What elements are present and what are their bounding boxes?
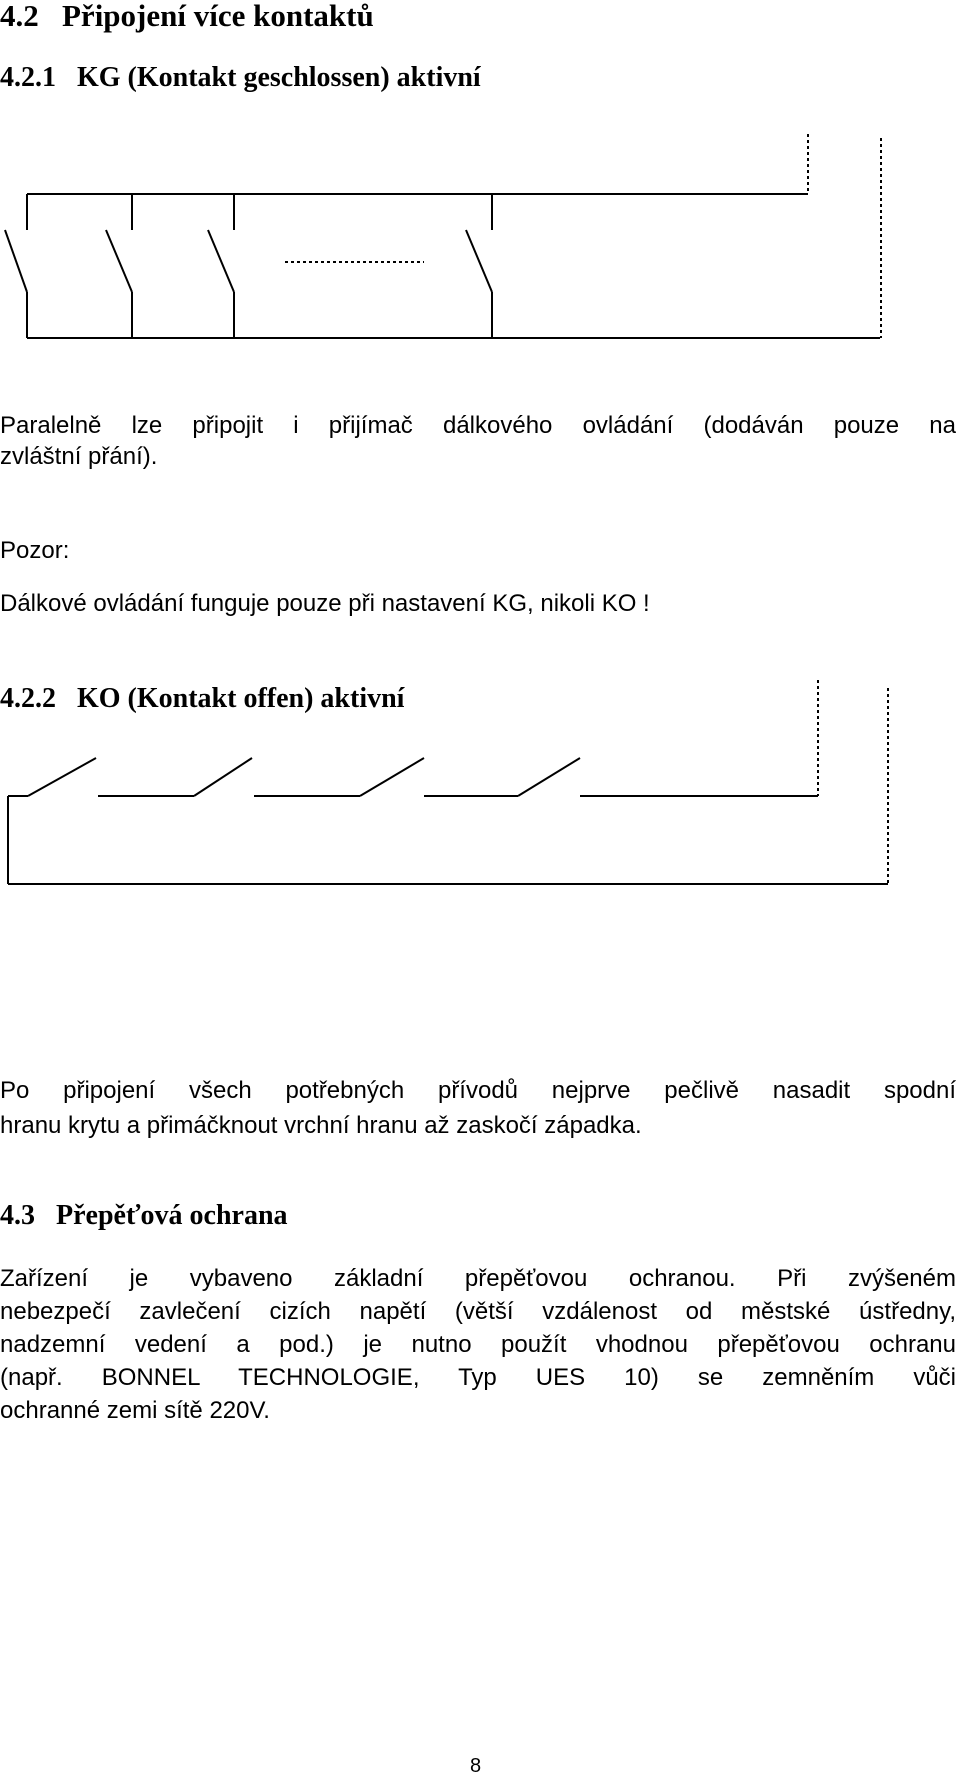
paragraph-surge-line-3: nadzemní vedení a pod.) je nutno použít vhodnou přepěťovou ochranu: [0, 1331, 956, 1358]
heading-4-2-title: Připojení více kontaktů: [62, 0, 374, 33]
heading-4-3: [0, 1200, 288, 1232]
ko-left-wire: [8, 796, 28, 884]
warning-label: Pozor:: [0, 537, 70, 564]
ko-contact-3: [254, 758, 424, 796]
warning-text: Dálkové ovládání funguje pouze při nastavení KG, nikoli KO !: [0, 590, 650, 617]
heading-4-2-number: 4.2: [0, 0, 39, 33]
ko-contact-4: [424, 758, 580, 796]
paragraph-surge-line-4: (např. BONNEL TECHNOLOGIE, Typ UES 10) se zemněním vůči: [0, 1364, 956, 1391]
paragraph-surge-line-5: ochranné zemi sítě 220V.: [0, 1397, 270, 1424]
paragraph-parallel-line-1: Paralelně lze připojit i přijímač dálkového ovládání (dodáván pouze na: [0, 412, 956, 439]
ko-terminal-lines: [818, 680, 888, 884]
paragraph-surge-line-2: nebezpečí zavlečení cizích napětí (větší vzdálenost od městské ústředny,: [0, 1298, 956, 1325]
heading-4-2-1-title: KG (Kontakt geschlossen) aktivní: [77, 62, 481, 93]
heading-4-3-title: Přepěťová ochrana: [56, 1200, 288, 1231]
heading-4-2-2-number: 4.2.2: [0, 683, 56, 714]
heading-4-2-2-title: KO (Kontakt offen) aktivní: [77, 683, 405, 714]
heading-4-2-1-number: 4.2.1: [0, 62, 56, 93]
heading-4-3-number: 4.3: [0, 1200, 35, 1231]
ko-contact-2: [98, 758, 252, 796]
paragraph-parallel-line-2: zvláštní přání).: [0, 443, 158, 470]
paragraph-surge-line-1: Zařízení je vybaveno základní přepěťovou ochranou. Při zvýšeném: [0, 1265, 956, 1292]
page-number: 8: [470, 1755, 482, 1777]
ko-contact-1: [28, 758, 96, 796]
paragraph-assembly-line-1: Po připojení všech potřebných přívodů nejprve pečlivě nasadit spodní: [0, 1077, 956, 1104]
paragraph-assembly-line-2: hranu krytu a přimáčknout vrchní hranu až zaskočí západka.: [0, 1112, 642, 1139]
